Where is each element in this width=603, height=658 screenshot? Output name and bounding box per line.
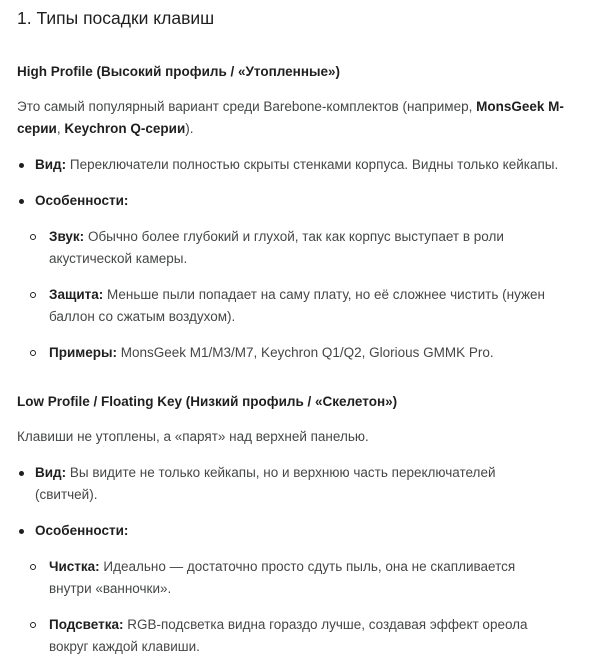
item-text: Переключатели полностью скрыты стенками корпуса. Видны только кейкапы. (66, 157, 559, 172)
bullet-circle-icon (30, 292, 36, 298)
high-profile-heading: High Profile (Высокий профиль / «Утопленные») (17, 64, 341, 79)
bullet-disc-icon (19, 199, 24, 204)
intro-bold-monsgeek: MonsGeek M-серии (17, 99, 564, 136)
item-text: MonsGeek M1/M3/M7, Keychron Q1/Q2, Glorious GMMK Pro. (117, 345, 494, 360)
high-profile-intro (17, 96, 602, 140)
bullet-circle-icon (30, 350, 36, 356)
item-label: Примеры: (49, 345, 118, 360)
bullet-disc-icon (19, 471, 24, 476)
item-text: Меньше пыли попадает на саму плату, но её сложнее чистить (нужен баллон со сжатым воздухом). (49, 287, 545, 324)
item-text: Обычно более глубокий и глухой, так как корпус выступает в роли акустической камеры. (49, 229, 504, 266)
bullet-circle-icon (30, 564, 36, 570)
item-label: Звук: (49, 229, 85, 244)
intro-text: Это самый популярный вариант среди Barebone-комплектов (например, (17, 99, 477, 114)
list-item-features (17, 190, 603, 212)
low-profile-list (17, 462, 603, 542)
item-text: Идеально — достаточно просто сдуть пыль, она не скапливается внутри «ванночки». (49, 559, 516, 596)
item-label: Чистка: (49, 559, 100, 574)
features-label: Особенности: (35, 193, 129, 208)
list-item-features (17, 520, 603, 542)
item-label: Подсветка: (49, 617, 124, 632)
bullet-disc-icon (19, 163, 24, 168)
list-item-view (17, 462, 603, 506)
intro-end: ). (185, 121, 194, 136)
list-item-backlight (17, 614, 603, 658)
list-item-sound (17, 226, 603, 270)
high-profile-list (17, 154, 603, 212)
list-item-protection (17, 284, 603, 328)
bullet-disc-icon (19, 529, 24, 534)
bullet-circle-icon (30, 234, 36, 240)
features-label: Особенности: (35, 523, 129, 538)
intro-bold-keychron: Keychron Q-серии (64, 121, 186, 136)
section-title: 1. Типы посадки клавиш (17, 8, 215, 28)
low-profile-intro: Клавиши не утоплены, а «парят» над верхней панелью. (17, 429, 369, 444)
item-text: RGB-подсветка видна гораздо лучше, создавая эффект ореола вокруг каждой клавиши. (49, 617, 528, 654)
list-item-examples (17, 342, 603, 364)
item-label: Вид: (35, 465, 67, 480)
high-profile-features-list (17, 226, 603, 364)
list-item-cleaning (17, 556, 603, 600)
low-profile-features-list (17, 556, 603, 658)
item-text: Вы видите не только кейкапы, но и верхнюю часть переключателей (свитчей). (35, 465, 496, 502)
item-label: Вид: (35, 157, 67, 172)
low-profile-heading: Low Profile / Floating Key (Низкий профиль / «Скелетон») (17, 394, 398, 409)
list-item-view (17, 154, 603, 176)
bullet-circle-icon (30, 622, 36, 628)
item-label: Защита: (49, 287, 104, 302)
intro-sep: , (56, 121, 65, 136)
